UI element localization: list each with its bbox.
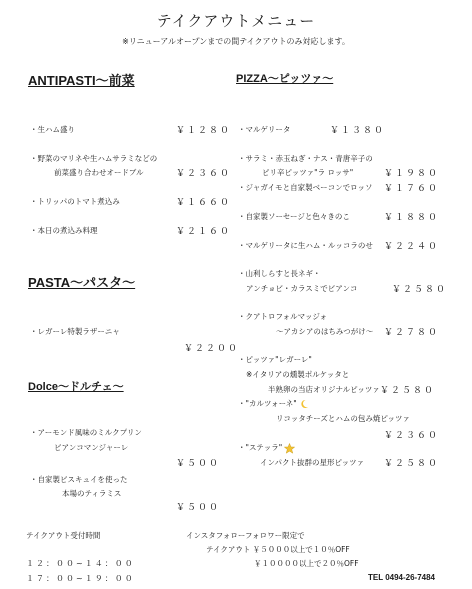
menu-item-name: ・野菜のマリネや生ハムサラミなどの — [30, 154, 158, 163]
menu-item-price: ￥２５８０ — [380, 386, 436, 396]
menu-item-subline: 前菜盛り合わせオードブル — [54, 168, 144, 177]
menu-item-name: ・山利しらすと長ネギ・ — [238, 269, 321, 278]
menu-item-price: ￥１８８０ — [384, 213, 440, 223]
menu-item-price: ￥１９８０ — [384, 169, 440, 179]
menu-item-name: ・トリッパのトマト煮込み — [30, 197, 120, 206]
menu-item-price: ￥５００ — [176, 459, 221, 469]
menu-item-name: ・マルゲリータ — [238, 125, 291, 134]
menu-item-subline: ビアンコマンジャーレ — [54, 443, 129, 452]
menu-item-price: ￥２１６０ — [176, 227, 232, 237]
menu-item-price: ￥２２４０ — [384, 242, 440, 252]
antipasti-heading: ANTIPASTI～前菜 — [28, 73, 135, 88]
menu-item-subline: インパクト抜群の星形ピッツァ — [260, 458, 365, 467]
menu-item-price: ￥１７６０ — [384, 184, 440, 194]
hours-lunch: １２：００~１４：００ — [26, 559, 135, 568]
menu-item-name: ・本日の煮込み料理 — [30, 226, 98, 235]
menu-item-price: ￥１２８０ — [176, 126, 232, 136]
menu-item-price: ￥２２００ — [184, 344, 240, 354]
menu-item-price: ￥２３６０ — [176, 169, 232, 179]
promo-line-2: ￥１００００以上で２０％OFF — [254, 559, 359, 568]
menu-item-name-text: ・"カルツォーネ" — [238, 399, 297, 408]
menu-item-subline: ※イタリアの燻製ポルケッタと — [246, 370, 350, 379]
menu-item-price: ￥１６６０ — [176, 198, 232, 208]
menu-item-price: ￥１３８０ — [330, 126, 386, 136]
menu-item-subline: 半熟卵の当店オリジナルピッツァ — [268, 385, 380, 394]
dolce-heading: Dolce～ドルチェ～ — [28, 381, 124, 393]
promo-title: インスタフォローフォロワー限定で — [186, 531, 305, 540]
menu-item-subline: リコッタチーズとハムの包み焼ピッツァ — [276, 414, 410, 423]
menu-item-price: ￥２３６０ — [384, 431, 440, 441]
menu-title: テイクアウトメニュー — [156, 12, 316, 30]
menu-item-name: ・自家製ビスキュイを使った — [30, 475, 128, 484]
menu-item-name: ・ジャガイモと自家製ベーコンでロッソ — [238, 183, 373, 192]
menu-item-name: ・クアトロフォルマッジォ — [238, 312, 328, 321]
menu-item-price: ￥２７８０ — [384, 328, 440, 338]
hours-label: テイクアウト受付時間 — [26, 531, 101, 540]
menu-item-price: ￥２５８０ — [392, 285, 448, 295]
menu-item-name — [238, 442, 295, 454]
menu-item-name: ・生ハム盛り — [30, 125, 75, 134]
menu-item-name: ・サラミ・赤玉ねぎ・ナス・青唐辛子の — [238, 154, 373, 163]
menu-item-subline: アンチョビ・カラスミでビアンコ — [246, 284, 358, 293]
star-icon — [284, 443, 295, 454]
promo-line-1: テイクアウト ￥５０００以上で１０％OFF — [206, 545, 350, 554]
pasta-heading: PASTA～パスタ～ — [28, 275, 136, 290]
menu-item-price: ￥５００ — [176, 503, 221, 513]
telephone-number: TEL 0494-26-7484 — [368, 573, 436, 582]
menu-item-subline: ～アカシアのはちみつがけ～ — [276, 327, 374, 336]
menu-item-subline: ピリ辛ピッツァ"ラ ロッサ" — [262, 168, 354, 177]
menu-item-name: ・レガーレ特製ラザーニャ — [30, 327, 120, 336]
menu-item-name: ・マルゲリータに生ハム・ルッコラのせ — [238, 241, 373, 250]
menu-item-name-text: ・"ステッラ" — [238, 443, 283, 452]
menu-item-price: ￥２５８０ — [384, 459, 440, 469]
menu-item-subline: 本場のティラミス — [62, 489, 122, 498]
menu-item-name: ・ピッツァ"レガーレ" — [238, 355, 312, 364]
menu-item-name: ・アーモンド風味のミルクプリン — [30, 428, 142, 437]
hours-dinner: １７：００~１９：００ — [26, 574, 135, 583]
menu-item-name: ・自家製ソーセージと色々きのこ — [238, 212, 350, 221]
menu-note: ※リニューアルオープンまでの間テイクアウトのみ対応します。 — [122, 37, 350, 46]
moon-icon — [299, 399, 309, 409]
pizza-heading: PIZZA～ピッツァ～ — [236, 73, 334, 85]
menu-item-name — [238, 398, 309, 409]
